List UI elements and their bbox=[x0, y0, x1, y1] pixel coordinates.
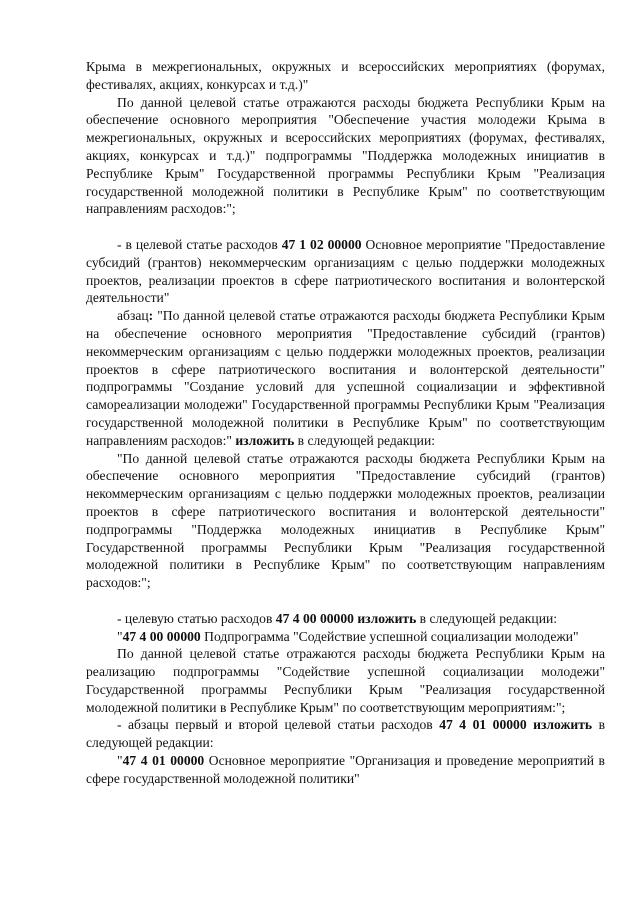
text-run: " bbox=[117, 628, 123, 644]
text-run: абзац bbox=[117, 308, 149, 324]
paragraph-2 bbox=[86, 94, 605, 219]
text-run: " bbox=[117, 753, 123, 769]
text-run: Основное мероприятие "Организация и проведение мероприятий в сфере государственной молодежной политики" bbox=[86, 753, 605, 786]
paragraph-1 bbox=[86, 58, 605, 94]
text-run: - в целевой статье расходов bbox=[117, 236, 282, 252]
paragraph-6 bbox=[86, 610, 605, 628]
text-run: "По данной целевой статье отражаются расходы бюджета Республики Крым на обеспечение основного мероприятия "Предоставление субсидий (грантов) некоммерческим организациям с целью поддержки молодежных проектов, реализации проектов в сфере патриотического воспитания и волонтерской деятельности" подпрограммы "Создание условий для успешной социализации и эффективной самореализации молодежи" Государственной программы Республики Крым "Реализация государственной молодежной политики в Республике Крым" по соответствующим направлениям расходов:" bbox=[86, 308, 605, 448]
paragraph-4 bbox=[86, 307, 605, 449]
text-run: - целевую статью расходов bbox=[117, 610, 276, 626]
bold-text-run: 47 4 00 00000 bbox=[122, 628, 201, 644]
bold-text-run: 47 4 01 00000 bbox=[122, 753, 205, 769]
text-run: в следующей редакции: bbox=[416, 610, 558, 626]
text-run: в следующей редакции: bbox=[86, 717, 605, 751]
text-run: По данной целевой статье отражаются расходы бюджета Республики Крым на обеспечение основного мероприятия "Обеспечение участия молодежи Крыма в межрегиональных, окружных и всероссийских мероприятиях (форумах, фестивалях, акциях, конкурсах и т.д.)" подпрограммы "Поддержка молодежных инициатив в Республике Крым" Государственной программы Республики Крым "Реализация государственной молодежной политики в Республике Крым" по соответствующим направлениям расходов:"; bbox=[86, 94, 605, 217]
paragraph-5 bbox=[86, 450, 605, 592]
text-run: По данной целевой статье отражаются расходы бюджета Республики Крым на реализацию подпрограммы "Содействие успешной социализации молодежи" Государственной программы Республики Крым "Реализация государственной молодежной политики в Республике Крым" по соответствующим мероприятиям:"; bbox=[86, 646, 605, 715]
text-run: в следующей редакции: bbox=[294, 432, 436, 448]
bold-text-run: : bbox=[148, 308, 154, 324]
bold-text-run: 47 4 01 00000 изложить bbox=[439, 717, 593, 733]
text-run: Крыма в межрегиональных, окружных и всероссийских мероприятиях (форумах, фестивалях, акциях, конкурсах и т.д.)" bbox=[86, 59, 605, 92]
paragraph-9 bbox=[86, 716, 605, 752]
bold-text-run: 47 4 00 00000 изложить bbox=[275, 610, 417, 626]
text-run: Подпрограмма "Содействие успешной социализации молодежи" bbox=[200, 628, 579, 644]
paragraph-gap bbox=[86, 218, 605, 236]
paragraph-gap bbox=[86, 592, 605, 610]
bold-text-run: изложить bbox=[235, 432, 295, 448]
paragraph-8 bbox=[86, 645, 605, 716]
paragraph-7 bbox=[86, 628, 605, 646]
bold-text-run: 47 1 02 00000 bbox=[281, 236, 362, 252]
text-run: "По данной целевой статье отражаются расходы бюджета Республики Крым на обеспечение основного мероприятия "Предоставление субсидий (грантов) некоммерческим организациям с целью поддержки молодежных проектов, реализации проектов в сфере патриотического воспитания и волонтерской деятельности" подпрограммы "Поддержка молодежных инициатив в Республике Крым" Государственной программы Республики Крым "Реализация государственной молодежной политики в Республике Крым" по соответствующим направлениям расходов:"; bbox=[86, 450, 605, 591]
paragraph-3 bbox=[86, 236, 605, 307]
paragraph-10 bbox=[86, 752, 605, 788]
text-run: Основное мероприятие "Предоставление субсидий (грантов) некоммерческим организациям с целью поддержки молодежных проектов, реализации проектов в сфере патриотического воспитания и волонтерской деятельности" bbox=[86, 236, 605, 306]
document-page bbox=[86, 58, 605, 788]
text-run: - абзацы первый и второй целевой статьи расходов bbox=[117, 717, 440, 733]
